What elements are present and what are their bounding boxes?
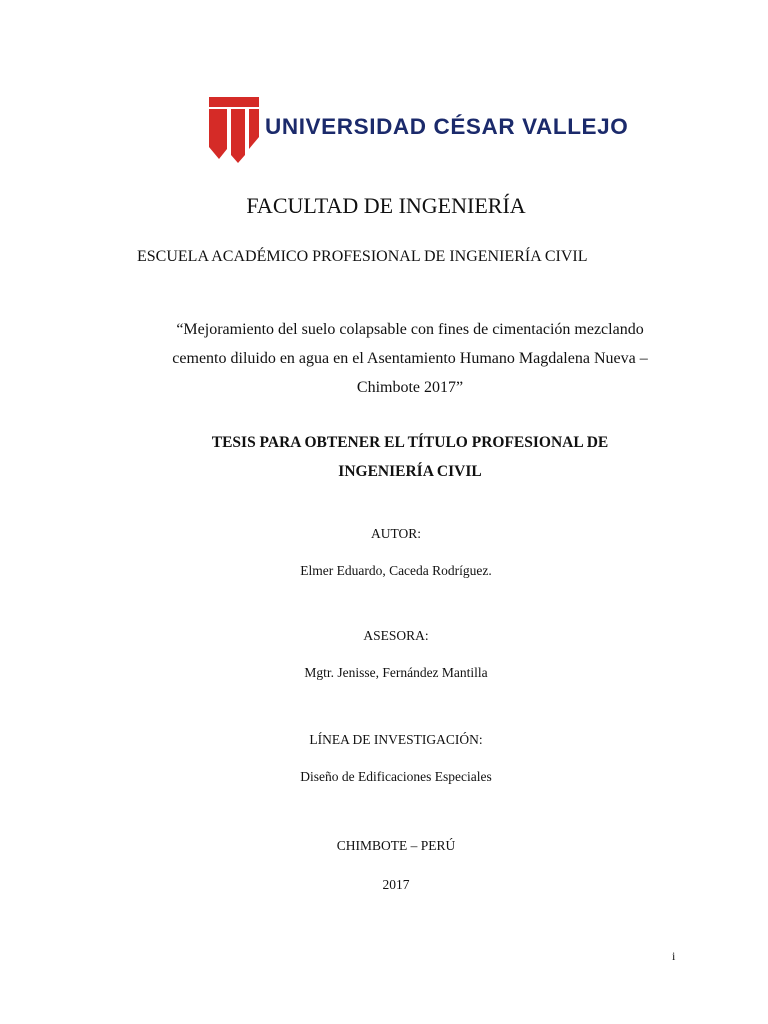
university-name: UNIVERSIDAD CÉSAR VALLEJO: [265, 114, 629, 139]
year: 2017: [382, 877, 410, 892]
thesis-title: [140, 315, 680, 402]
research-line-label: LÍNEA DE INVESTIGACIÓN:: [309, 732, 483, 747]
place: CHIMBOTE – PERÚ: [336, 838, 456, 853]
thesis-type-line: TESIS PARA OBTENER EL TÍTULO PROFESIONAL DE: [211, 434, 609, 451]
school-heading: ESCUELA ACADÉMICO PROFESIONAL DE INGENIERÍA CIVIL: [137, 248, 588, 265]
ucv-emblem-icon: [207, 97, 261, 163]
page-number: i: [672, 949, 676, 963]
research-line-value: Diseño de Edificaciones Especiales: [300, 769, 492, 784]
advisor-name: Mgtr. Jenisse, Fernández Mantilla: [304, 665, 488, 680]
thesis-title-line: Chimbote 2017”: [356, 379, 464, 396]
thesis-title-line: cemento diluido en agua en el Asentamiento Humano Magdalena Nueva –: [172, 350, 648, 367]
thesis-type-line: INGENIERÍA CIVIL: [338, 463, 482, 480]
author-label: AUTOR:: [370, 526, 421, 541]
faculty-heading: FACULTAD DE INGENIERÍA: [246, 193, 526, 218]
university-logo: [207, 97, 629, 163]
thesis-title-line: “Mejoramiento del suelo colapsable con fines de cimentación mezclando: [176, 321, 644, 338]
advisor-label: ASESORA:: [363, 628, 429, 643]
thesis-type: [150, 428, 670, 486]
author-name: Elmer Eduardo, Caceda Rodríguez.: [300, 563, 492, 578]
